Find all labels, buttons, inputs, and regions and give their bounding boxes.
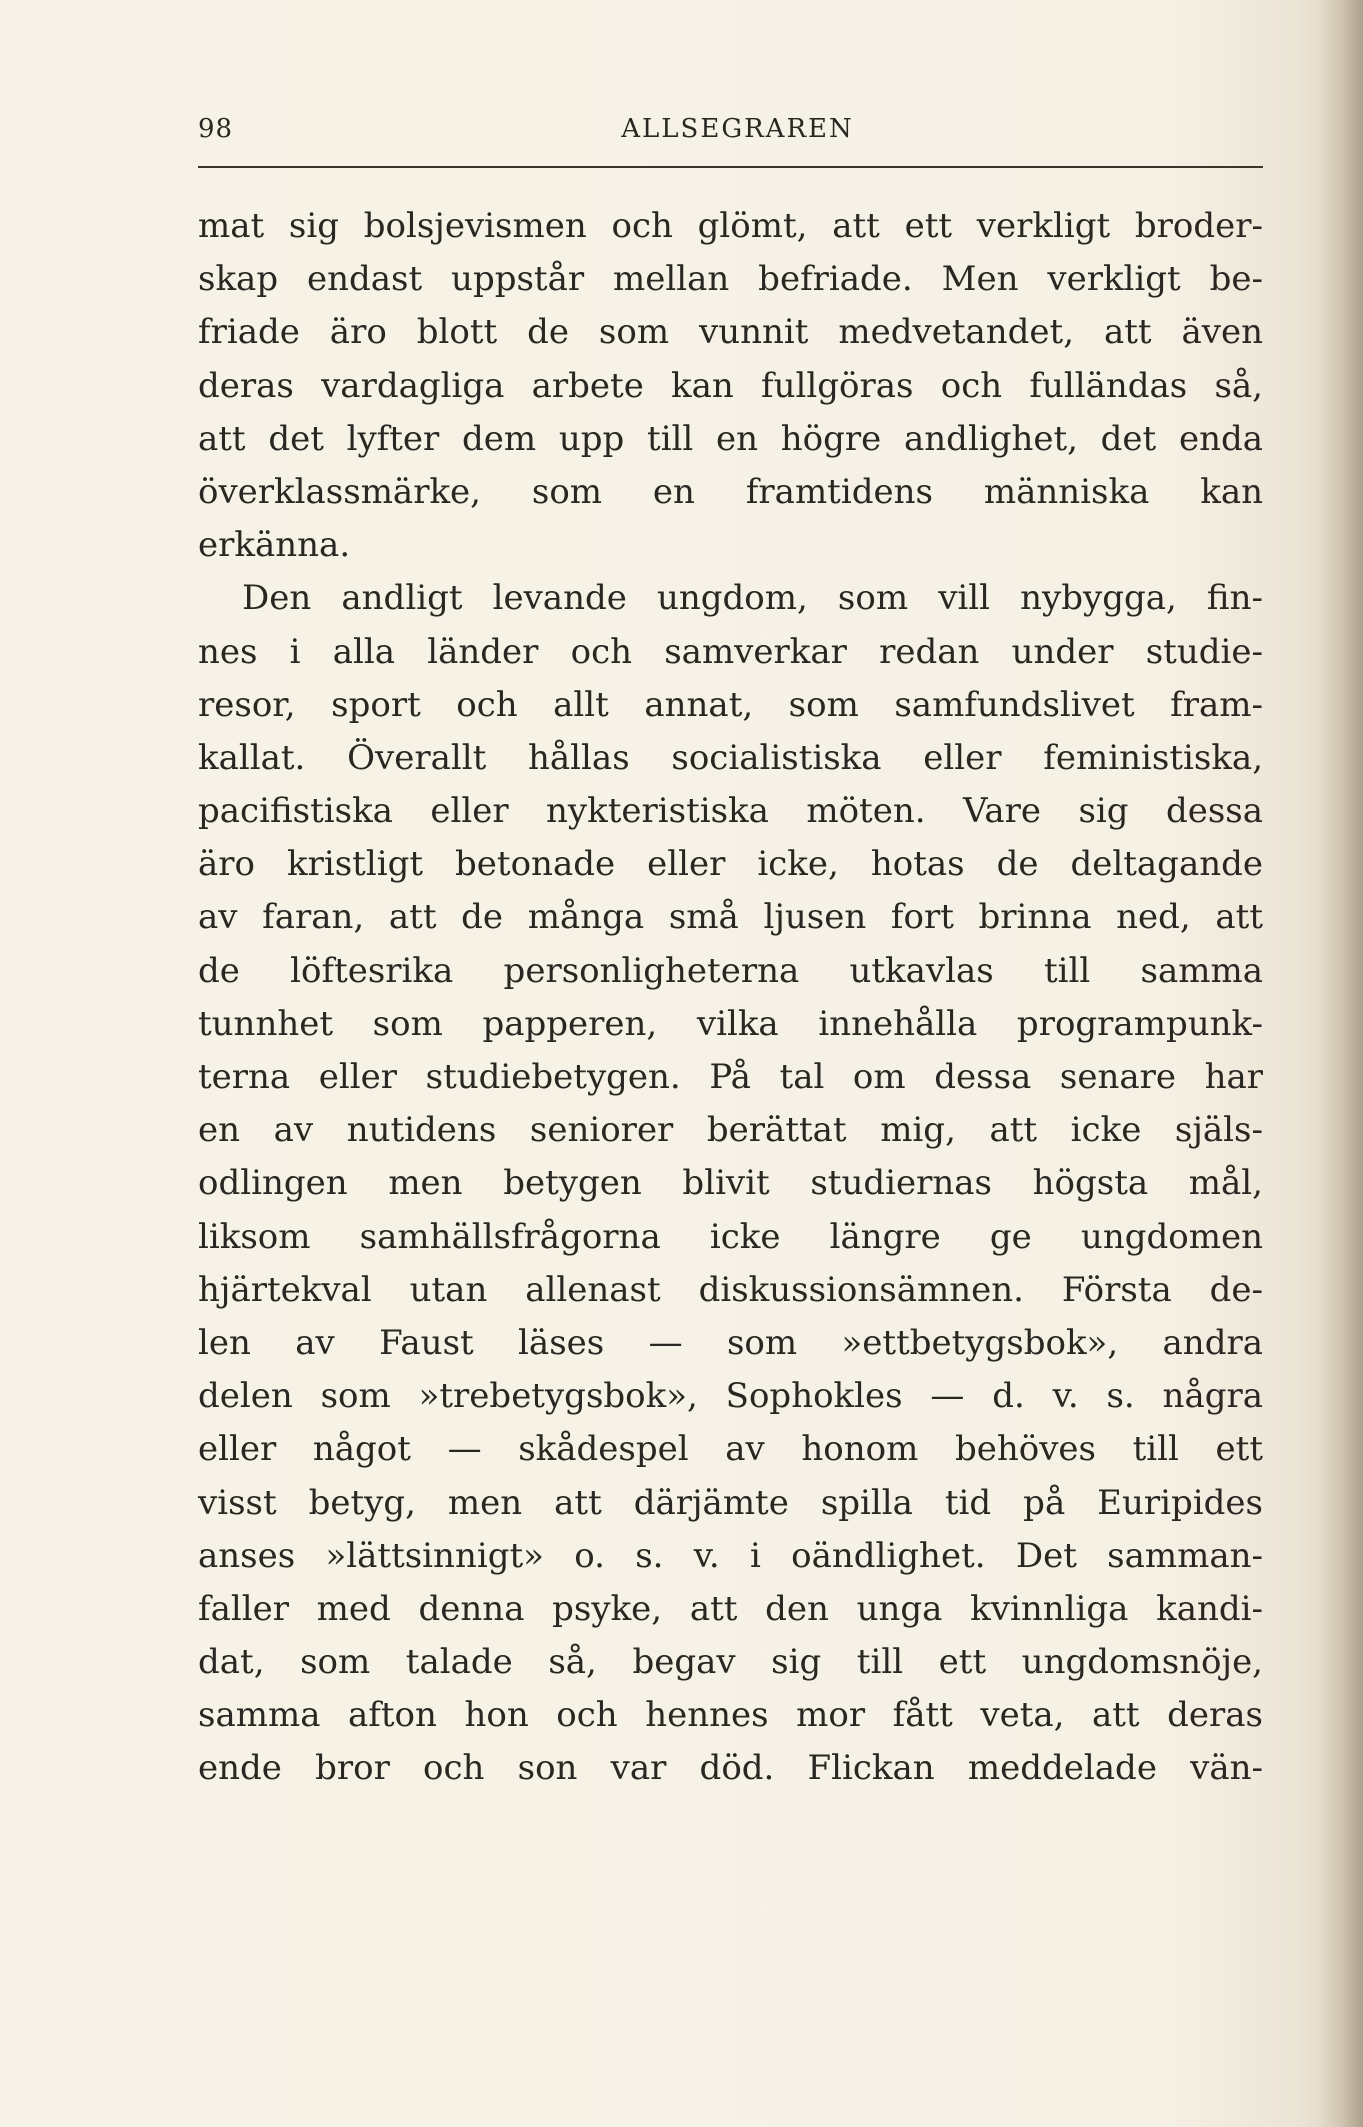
page-number: 98	[198, 114, 234, 144]
page-header	[198, 108, 1263, 152]
text-line: resor, sport och allt annat, som samfundslivet fram-	[198, 684, 1263, 725]
text-line: Den andligt levande ungdom, som vill nybygga, fin-	[242, 578, 1263, 619]
text-line: överklassmärke, som en framtidens människa kan	[198, 471, 1263, 512]
text-line: friade äro blott de som vunnit medvetandet, att även	[198, 312, 1263, 353]
text-line: odlingen men betygen blivit studiernas högsta mål,	[198, 1163, 1263, 1204]
text-line: delen som »trebetygsbok», Sophokles — d. v. s. några	[198, 1376, 1263, 1417]
running-title: ALLSEGRAREN	[621, 114, 854, 144]
text-line: kallat. Överallt hållas socialistiska eller feministiska,	[198, 737, 1263, 778]
text-line: nes i alla länder och samverkar redan under studie-	[198, 631, 1263, 672]
text-line: dat, som talade så, begav sig till ett ungdomsnöje,	[198, 1642, 1263, 1683]
text-line: anses »lättsinnigt» o. s. v. i oändlighet. Det samman-	[198, 1535, 1263, 1576]
header-rule	[198, 166, 1263, 168]
text-line: äro kristligt betonade eller icke, hotas de deltagande	[198, 844, 1263, 885]
text-line: len av Faust läses — som »ettbetygsbok», andra	[198, 1322, 1263, 1363]
page-edge-shadow	[1317, 0, 1363, 2127]
text-line: eller något — skådespel av honom behöves till ett	[198, 1429, 1263, 1470]
text-line: av faran, att de många små ljusen fort brinna ned, att	[198, 897, 1263, 938]
text-line: skap endast uppstår mellan befriade. Men verkligt be-	[198, 259, 1263, 300]
text-line: en av nutidens seniorer berättat mig, att icke själs-	[198, 1110, 1263, 1151]
text-line: faller med denna psyke, att den unga kvinnliga kandi-	[198, 1588, 1263, 1629]
body-text	[198, 200, 1263, 1796]
text-line: samma afton hon och hennes mor fått veta, att deras	[198, 1695, 1263, 1736]
text-line: visst betyg, men att därjämte spilla tid på Euripides	[198, 1482, 1263, 1523]
text-line: mat sig bolsjevismen och glömt, att ett verkligt broder-	[198, 206, 1263, 246]
text-line: de löftesrika personligheterna utkavlas till samma	[198, 950, 1263, 991]
text-line: erkänna.	[198, 525, 351, 566]
text-line: hjärtekval utan allenast diskussionsämnen. Första de-	[198, 1269, 1263, 1310]
text-line: ende bror och son var död. Flickan meddelade vän-	[198, 1748, 1263, 1789]
text-line: terna eller studiebetygen. På tal om dessa senare har	[198, 1057, 1263, 1097]
text-line: pacifistiska eller nykteristiska möten. Vare sig dessa	[198, 791, 1263, 832]
text-line: tunnhet som papperen, vilka innehålla programpunk-	[198, 1003, 1263, 1044]
text-line: liksom samhällsfrågorna icke längre ge ungdomen	[198, 1216, 1263, 1257]
text-line: att det lyfter dem upp till en högre andlighet, det enda	[198, 418, 1263, 459]
text-line: deras vardagliga arbete kan fullgöras och fulländas så,	[198, 365, 1263, 406]
